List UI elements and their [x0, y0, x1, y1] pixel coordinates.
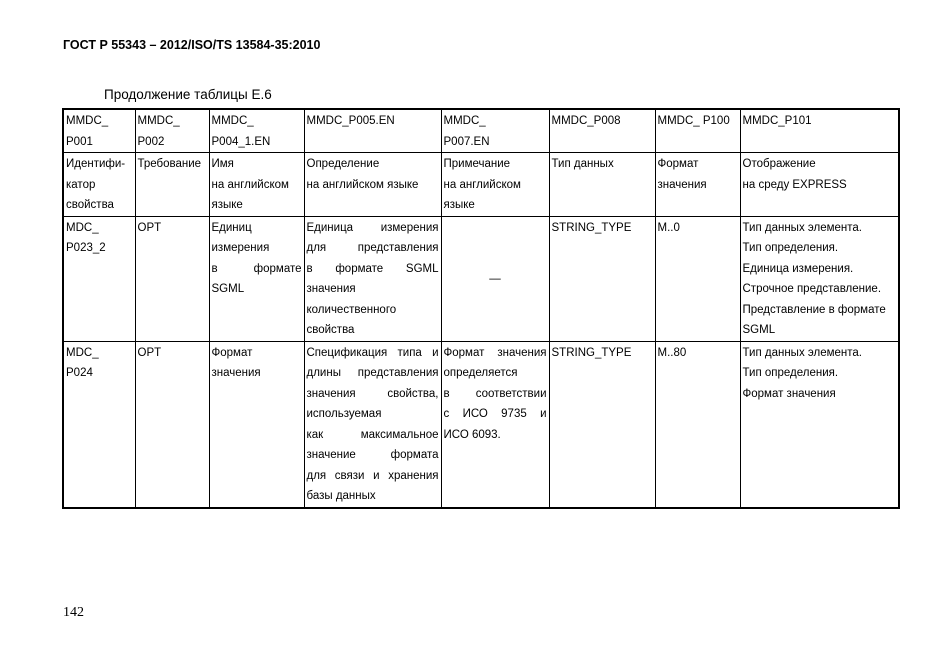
column-code-cell: MMDC_ P007.EN — [441, 109, 549, 153]
format-cell: M..0 — [655, 216, 740, 341]
requirement-cell: OPT — [135, 216, 209, 341]
property-id-cell: MDC_ P024 — [63, 341, 135, 508]
name-cell: Формат значения — [209, 341, 304, 508]
column-description-cell: Имя на английском языке — [209, 153, 304, 217]
express-mapping-cell: Тип данных элемента. Тип определения. Единица измерения. Строчное представление. Представление в формате SGML — [740, 216, 899, 341]
column-code-cell: MMDC_ P100 — [655, 109, 740, 153]
name-cell: Единиц измерения в формате SGML — [209, 216, 304, 341]
column-code-cell: MMDC_P005.EN — [304, 109, 441, 153]
column-code-cell: MMDC_P008 — [549, 109, 655, 153]
document-header: ГОСТ Р 55343 – 2012/ISO/TS 13584-35:2010 — [63, 38, 321, 52]
column-description-cell: Определение на английском языке — [304, 153, 441, 217]
table-caption: Продолжение таблицы Е.6 — [104, 87, 272, 102]
express-mapping-cell: Тип данных элемента. Тип определения. Формат значения — [740, 341, 899, 508]
column-code-cell: MMDC_ P001 — [63, 109, 135, 153]
property-id-cell: MDC_ P023_2 — [63, 216, 135, 341]
column-description-cell: Формат значения — [655, 153, 740, 217]
data-type-cell: STRING_TYPE — [549, 341, 655, 508]
column-code-cell: MMDC_ P002 — [135, 109, 209, 153]
page-number: 142 — [63, 605, 84, 620]
note-cell: Формат значения определяется в соответствии с ИСО 9735 и ИСО 6093. — [441, 341, 549, 508]
note-cell: — — [441, 216, 549, 341]
column-code-row — [63, 109, 899, 153]
format-cell: M..80 — [655, 341, 740, 508]
spec-table — [62, 108, 900, 509]
column-description-cell: Идентифи- катор свойства — [63, 153, 135, 217]
column-description-cell: Тип данных — [549, 153, 655, 217]
column-description-row — [63, 153, 899, 217]
table-row — [63, 341, 899, 508]
column-description-cell: Требование — [135, 153, 209, 217]
column-code-cell: MMDC_ P004_1.EN — [209, 109, 304, 153]
column-description-cell: Отображение на среду EXPRESS — [740, 153, 899, 217]
definition-cell: Спецификация типа и длины представления значения свойства, используемая как максимальное значение формата для связи и хранения базы данных — [304, 341, 441, 508]
data-type-cell: STRING_TYPE — [549, 216, 655, 341]
column-code-cell: MMDC_P101 — [740, 109, 899, 153]
column-description-cell: Примечание на английском языке — [441, 153, 549, 217]
table-row — [63, 216, 899, 341]
definition-cell: Единица измерения для представления в формате SGML значения количественного свойства — [304, 216, 441, 341]
requirement-cell: OPT — [135, 341, 209, 508]
